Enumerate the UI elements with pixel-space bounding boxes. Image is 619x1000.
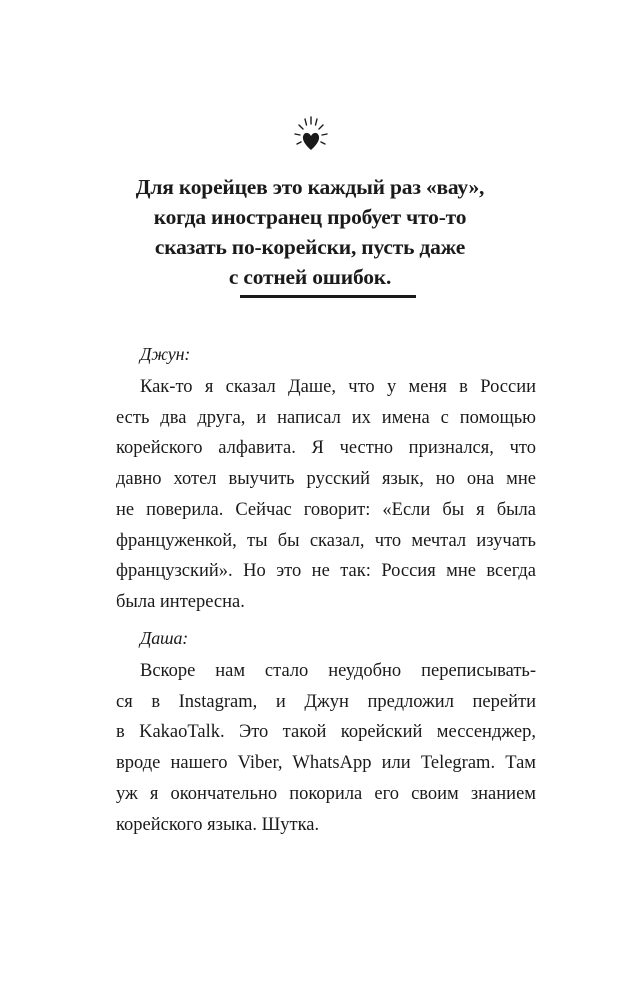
pull-quote-line: когда иностранец пробует что-то <box>153 205 467 229</box>
paragraph-line: корейского алфавита. Я честно признался, что <box>116 438 536 459</box>
paragraph-line: француженкой, ты бы сказал, что мечтал изучать <box>116 530 536 551</box>
pull-quote-line: сказать по-корейски, пусть даже <box>154 235 466 259</box>
speaker-label-dasha: Даша: <box>140 628 189 648</box>
paragraph-line: вроде нашего Viber, WhatsApp или Telegram. Там <box>116 753 536 774</box>
paragraph-line: давно хотел выучить русский язык, но она мне <box>116 469 536 490</box>
paragraph-line: французский». Но это не так: Россия мне всегда <box>116 561 536 582</box>
paragraph-line: в KakaoTalk. Это такой корейский мессенджер, <box>116 722 536 743</box>
heart-with-rays-icon <box>291 114 331 158</box>
pull-quote <box>80 172 540 292</box>
quote-underline-divider <box>240 295 416 298</box>
paragraph-line: Как-то я сказал Даше, что у меня в России <box>140 377 536 397</box>
paragraph-line: уж я окончательно покорила его своим знанием <box>116 783 536 804</box>
paragraph-line: есть два друга, и написал их имена с помощью <box>116 407 536 428</box>
paragraph-line: не поверила. Сейчас говорит: «Если бы я была <box>116 499 536 520</box>
paragraph-line: корейского языка. Шутка. <box>116 814 320 835</box>
speaker-label-jun: Джун: <box>140 344 191 364</box>
paragraph-jun <box>116 372 536 618</box>
paragraph-line: Вскоре нам стало неудобно переписывать- <box>140 661 536 681</box>
pull-quote-line: с сотней ошибок. <box>228 265 392 289</box>
paragraph-line: была интересна. <box>116 591 245 612</box>
paragraph-dasha <box>116 656 536 840</box>
paragraph-line: ся в Instagram, и Джун предложил перейти <box>116 691 536 712</box>
pull-quote-line: Для корейцев это каждый раз «вау», <box>135 175 485 199</box>
